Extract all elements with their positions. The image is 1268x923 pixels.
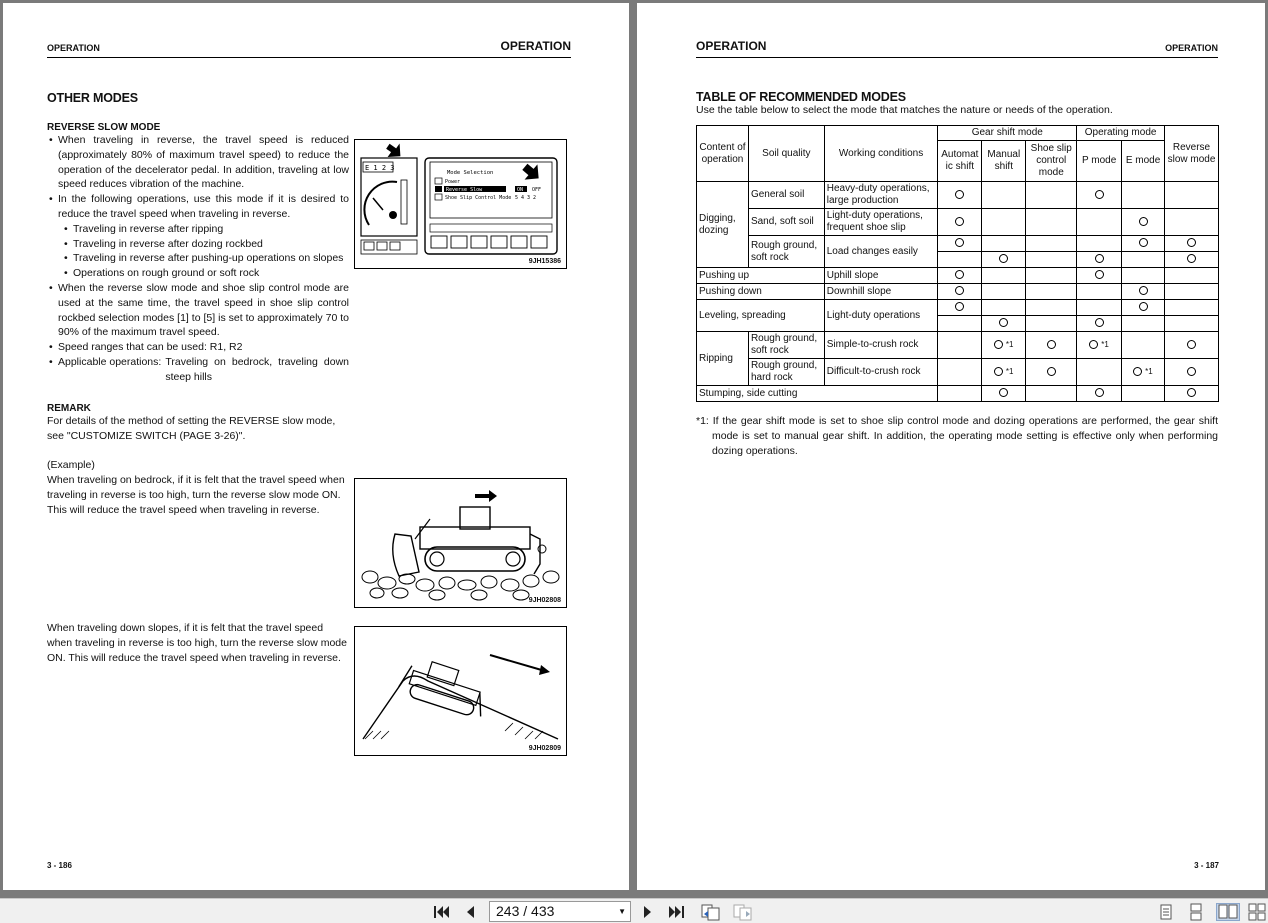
cell-content: Pushing up: [697, 268, 825, 284]
recommended-mark: [1187, 388, 1196, 397]
sub-bullet-item: • Operations on rough ground or soft rock: [47, 266, 349, 281]
cell-condition: Simple-to-crush rock: [824, 332, 938, 359]
single-page-view-button[interactable]: [1156, 903, 1176, 921]
example-label: (Example): [47, 459, 95, 471]
cell-content: Leveling, spreading: [697, 300, 825, 332]
sub-bullet-item: • Traveling in reverse after pushing-up operations on slopes: [47, 251, 349, 266]
table-footnote: *1: If the gear shift mode is set to shoe slip control mode and dozing operations are performed, the gear shift mode is set to manual gear shift. In addition, the operating mode setting is effective only when performing dozing operations.: [696, 415, 1218, 457]
header-left-label: OPERATION: [47, 43, 100, 53]
previous-page-button[interactable]: [460, 903, 480, 921]
bullet-item: • When the reverse slow mode and shoe slip control mode are used at the same time, the travel speed in shoe slip control rockbed selection modes [1] to [5] is set to approximately 70 to 90% of the maximum travel speed.: [47, 281, 349, 340]
page-number: 3 - 187: [1194, 861, 1219, 870]
recommended-mark: [955, 190, 964, 199]
header-reverse: Reverse slow mode: [1165, 126, 1219, 182]
recommended-mark: [955, 286, 964, 295]
two-page-view-button[interactable]: [1216, 903, 1240, 921]
figure-id: 9JH02808: [528, 597, 561, 604]
footnote-ref: *1: [1101, 340, 1109, 349]
sub-bullet-item: • Traveling in reverse after dozing rockbed: [47, 237, 349, 252]
footnote-ref: *1: [1005, 367, 1014, 376]
bulldozer-slope-illustration: [355, 627, 566, 755]
viewer-toolbar: [0, 898, 1268, 923]
page-header: [696, 39, 1218, 58]
recommended-mark: [955, 302, 964, 311]
cell-condition: Light-duty operations: [824, 300, 938, 332]
go-forward-icon: [732, 903, 754, 921]
recommended-mark: [955, 270, 964, 279]
bullet-item: • When traveling in reverse, the travel speed is reduced (approximately 80% of maximum travel speed) to reduce the operation of the decelerator pedal. In addition, traveling at low speed reduces vibration of the machine.: [47, 133, 349, 192]
footnote-ref: *1: [1145, 367, 1153, 376]
header-conditions: Working conditions: [824, 126, 938, 182]
recommended-mark: [1139, 238, 1148, 247]
history-forward-button[interactable]: [732, 903, 754, 921]
bulldozer-rock-illustration: [355, 479, 566, 607]
recommended-mark: [1139, 286, 1148, 295]
monitor-illustration: [355, 140, 566, 268]
recommended-mark: [1047, 367, 1056, 376]
sub-bullet-item: • Traveling in reverse after ripping: [47, 222, 349, 237]
screen-item: Power: [445, 179, 461, 185]
recommended-mark: [1187, 367, 1196, 376]
header-manual: Manual shift: [982, 141, 1026, 182]
recommended-mark: [955, 238, 964, 247]
applicable-text: Traveling on bedrock, traveling down steep hills: [165, 355, 349, 383]
footnote-ref: *1: [1005, 340, 1014, 349]
screen-nums: 5 4 3 2: [515, 195, 537, 201]
header-soil: Soil quality: [748, 126, 824, 182]
header-e: E mode: [1122, 141, 1165, 182]
table-row: [697, 209, 1219, 236]
example-text-2: When traveling down slopes, if it is felt that the travel speed when traveling in reverse is too high, turn the reverse slow mode ON. This will reduce the travel speed when traveling in reverse.: [47, 622, 347, 664]
cell-soil: Rough ground, hard rock: [748, 359, 824, 386]
applicable-label: • Applicable operations:: [58, 355, 162, 368]
screen-title: Mode Selection: [447, 170, 494, 176]
gauge-label: E 1 2 3: [365, 164, 395, 172]
screen-item: Reverse Slow: [446, 187, 483, 193]
first-page-icon: [431, 903, 451, 921]
header-op-group: Operating mode: [1077, 126, 1165, 141]
header-left-label: OPERATION: [696, 39, 767, 53]
page-indicator: 243 / 433: [496, 903, 555, 919]
table-row: [697, 300, 1219, 316]
recommended-mark: [999, 388, 1008, 397]
cell-condition: Light-duty operations, frequent shoe slip: [824, 209, 938, 236]
cell-soil: Rough ground, soft rock: [748, 236, 824, 268]
first-page-button[interactable]: [430, 903, 452, 921]
figure-id: 9JH15386: [528, 258, 561, 265]
cell-content: Ripping: [697, 332, 749, 386]
cell-condition: Difficult-to-crush rock: [824, 359, 938, 386]
monitor-figure: [354, 139, 567, 269]
recommended-mark: [999, 254, 1008, 263]
page-number: 3 - 186: [47, 861, 72, 870]
two-page-icon: [1217, 904, 1239, 920]
recommended-mark: [955, 217, 964, 226]
example-text-1: When traveling on bedrock, if it is felt that the travel speed when traveling in reverse is too high, turn the reverse slow mode ON. This will reduce the travel speed when traveling in reverse.: [47, 474, 345, 516]
history-back-button[interactable]: [700, 903, 722, 921]
reverse-slow-text: [47, 133, 349, 385]
recommended-mark: [1187, 238, 1196, 247]
bullet-item: • Speed ranges that can be used: R1, R2: [47, 340, 349, 355]
recommended-mark: [994, 340, 1003, 349]
recommended-mark: [1139, 302, 1148, 311]
remark-text: For details of the method of setting the REVERSE slow mode, see "CUSTOMIZE SWITCH (PAGE 3-26)".: [47, 415, 336, 442]
cell-condition: Heavy-duty operations, large production: [824, 182, 938, 209]
header-gear-group: Gear shift mode: [938, 126, 1077, 141]
previous-page-icon: [461, 903, 479, 921]
header-p: P mode: [1077, 141, 1122, 182]
cell-condition: Load changes easily: [824, 236, 938, 268]
cell-content: Pushing down: [697, 284, 825, 300]
table-row: [697, 284, 1219, 300]
screen-off: OFF: [532, 187, 542, 193]
single-page-icon: [1157, 903, 1175, 921]
recommended-mark: [1095, 388, 1104, 397]
header-shoe: Shoe slip control mode: [1026, 141, 1077, 182]
last-page-icon: [667, 903, 687, 921]
recommended-modes-table: [696, 125, 1219, 402]
bullet-item: • In the following operations, use this mode if it is desired to reduce the travel speed when traveling in reverse.: [47, 192, 349, 222]
next-page-icon: [639, 903, 657, 921]
table-row: [697, 182, 1219, 209]
continuous-view-button[interactable]: [1186, 903, 1206, 921]
recommended-mark: [999, 318, 1008, 327]
remark-title: REMARK: [47, 403, 91, 414]
table-row: [697, 359, 1219, 386]
recommended-mark: [1133, 367, 1142, 376]
recommended-mark: [1187, 340, 1196, 349]
header-right-label: OPERATION: [500, 39, 571, 53]
recommended-mark: [1095, 190, 1104, 199]
bulldozer-rock-figure: [354, 478, 567, 608]
last-page-button[interactable]: [666, 903, 688, 921]
page-right: [637, 3, 1265, 890]
cell-content: Stumping, side cutting: [697, 386, 938, 402]
header-content: Content of operation: [697, 126, 749, 182]
recommended-mark: [1089, 340, 1098, 349]
chevron-down-icon[interactable]: ▼: [618, 907, 626, 916]
cell-soil: General soil: [748, 182, 824, 209]
recommended-mark: [1047, 340, 1056, 349]
bulldozer-slope-figure: [354, 626, 567, 756]
table-row: [697, 268, 1219, 284]
two-page-continuous-button[interactable]: [1248, 903, 1266, 921]
cell-condition: Uphill slope: [824, 268, 938, 284]
sub-title: REVERSE SLOW MODE: [47, 122, 161, 133]
recommended-mark: [994, 367, 1003, 376]
figure-id: 9JH02809: [528, 745, 561, 752]
page-header: [47, 39, 571, 58]
recommended-mark: [1095, 318, 1104, 327]
page-number-input[interactable]: [489, 901, 631, 922]
table-title: TABLE OF RECOMMENDED MODES: [696, 90, 906, 104]
next-page-button[interactable]: [638, 903, 658, 921]
two-page-continuous-icon: [1248, 903, 1266, 921]
cell-soil: Rough ground, soft rock: [748, 332, 824, 359]
cell-condition: Downhill slope: [824, 284, 938, 300]
recommended-mark: [1095, 254, 1104, 263]
cell-soil: Sand, soft soil: [748, 209, 824, 236]
page-left: [3, 3, 629, 890]
recommended-mark: [1187, 254, 1196, 263]
screen-item: Shoe Slip Control Mode: [445, 195, 512, 201]
recommended-mark: [1095, 270, 1104, 279]
table-row: [697, 386, 1219, 402]
table-intro: Use the table below to select the mode that matches the nature or needs of the operation.: [696, 104, 1113, 116]
header-auto: Automat ic shift: [938, 141, 982, 182]
table-row: [697, 332, 1219, 359]
recommended-mark: [1139, 217, 1148, 226]
table-row: [697, 236, 1219, 252]
cell-digging: Digging, dozing: [697, 182, 749, 268]
screen-on: ON: [517, 187, 524, 193]
continuous-page-icon: [1187, 903, 1205, 921]
header-right-label: OPERATION: [1165, 43, 1218, 53]
section-title: OTHER MODES: [47, 91, 138, 105]
bullet-item: [47, 355, 349, 385]
go-back-icon: [700, 903, 722, 921]
